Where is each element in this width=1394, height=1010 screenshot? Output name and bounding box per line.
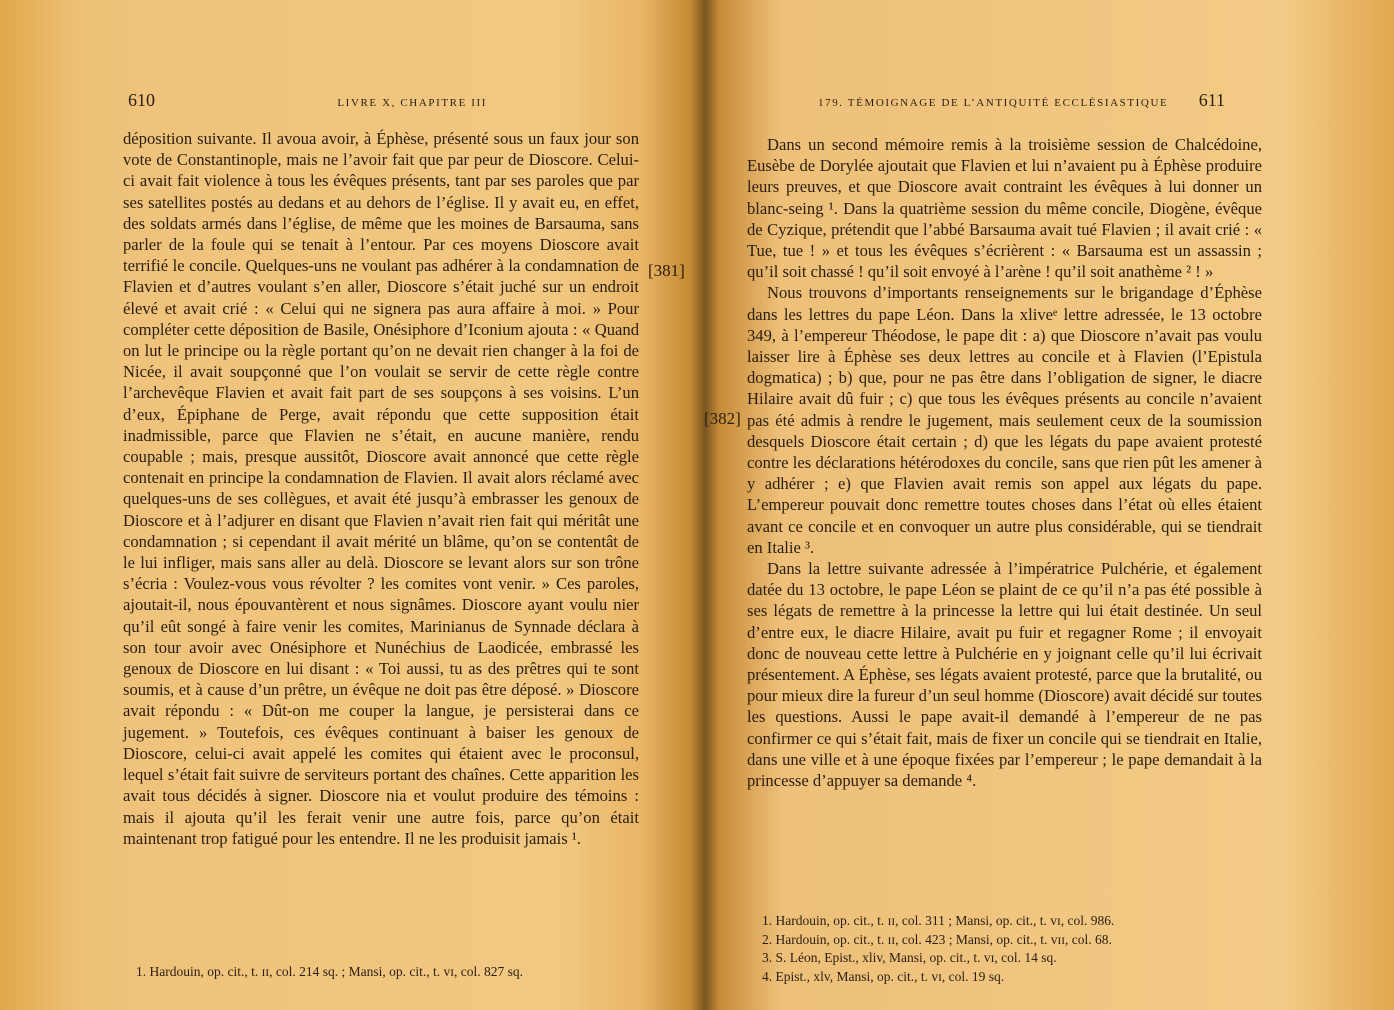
footnote: 3. S. Léon, Epist., xliv, Mansi, op. cit., t. ᴠɪ, col. 14 sq. [762,950,1057,965]
margin-reference: [381] [648,261,685,280]
paragraph: Dans la lettre suivante adressée à l’impératrice Pulchérie, et également datée du 13 octobre, le pape Léon se plaint de ce qu’il n’a pas été possible à ses légats de remettre à la princesse la lettre qui lui était destinée. Un seul d’entre eux, le diacre Hilaire, avait pu fuir et regagner Rome ; il envoyait donc de nouveau cette lettre à Pulchérie en y joignant celle qu’il lui écrivait présentement. A Éphèse, ses légats avaient protesté, parce que la brutalité, ou pour mieux dire la fureur d’un seul homme (Dioscore) avait décidé sur toutes les questions. Aussi le pape avait-il demandé à l’empereur de ne pas confirmer ce qui s’était fait, mais de fixer un concile qui se tiendrait en Italie, dans une ville et à une époque fixées par l’empereur ; le pape demandait à la princesse d’appuyer sa demande ⁴. [747,559,1262,791]
footnote: 1. Hardouin, op. cit., t. ɪɪ, col. 311 ; Mansi, op. cit., t. ᴠɪ, col. 986. [762,913,1115,928]
footnote: 2. Hardouin, op. cit., t. ɪɪ, col. 423 ; Mansi, op. cit., t. ᴠɪɪ, col. 68. [762,931,1112,947]
footnote: 4. Epist., xlv, Mansi, op. cit., t. ᴠɪ, col. 19 sq. [762,968,1005,984]
right-footnotes [762,912,1262,986]
page-number: 610 [128,90,155,110]
running-head: LIVRE X, CHAPITRE III [337,97,488,109]
paragraph: Dans un second mémoire remis à la troisième session de Chalcédoine, Eusèbe de Dorylée ajoutait que Flavien et lui n’avaient pu à Éphèse produire leurs preuves, et que Dioscore avait contraint les évêques à lui donner un blanc-seing ¹. Dans la quatrième session du même concile, Diogène, évêque de Cyzique, prétendit que l’abbé Barsauma avait tué Flavien ; il avait crié : « Tue, tue ! » et tous les évêques s’écrièrent : « Barsauma est un assassin ; qu’il soit chassé ! qu’il soit envoyé à l’arène ! qu’il soit anathème ² ! » [747,135,1262,282]
left-header [128,90,487,111]
left-footnotes [136,963,636,982]
right-body-text [747,134,1262,791]
paragraph: Nous trouvons d’importants renseignements sur le brigandage d’Éphèse dans les lettres du pape Léon. Dans la xliveᵉ lettre adressée, le 13 octobre 349, à l’empereur Théodose, le pape dit : a) que Dioscore n’avait pas voulu laisser lire à Éphèse ses deux lettres au concile et à Flavien (l’Epistula dogmatica) ; b) que, pour ne pas être dans l’obligation de signer, le diacre Hilaire avait dû fuir ; c) que tous les évêques présents au concile n’avaient pas été admis à rendre le jugement, mais seulement ceux de la soumission desquels Dioscore était certain ; d) que les légats du pape avaient protesté contre les déclarations hétérodoxes du concile, sans que rien pût les amener à y adhérer ; e) que Flavien avait remis son appel aux légats du pape. L’empereur pouvait donc remettre toutes choses dans l’état où elles étaient avant ce concile et en convoquer un autre plus considérable, qui se tiendrait en Italie ³. [747,283,1262,557]
paragraph: déposition suivante. Il avoua avoir, à Éphèse, présenté sous un faux jour son vote de Constantinople, mais ne l’avoir fait que par peur de Dioscore. Celui-ci avait fait violence à tous les évêques présents, tant par ses paroles que par ses satellites postés au dedans et au dehors de l’église. Il y avait eu, en effet, des soldats armés dans l’église, de même que les moines de Barsauma, sans parler de la foule qui se tenait à l’entour. Par ces moyens Dioscore avait terrifié le concile. Quelques-uns ne voulant pas adhérer à la condamnation de Flavien et d’autres voulant s’en aller, Dioscore s’était juché sur un endroit élevé et avait crié : « Celui qui ne signera pas aura affaire à moi. » Pour compléter cette déposition de Basile, Onésiphore d’Iconium ajouta : « Quand on lut le principe ou la règle portant qu’on ne devait rien changer à la foi de Nicée, il avait soupçonné que l’on voulait se servir de cette règle contre l’archevêque Flavien et avait fait part de ses soupçons à ses voisins. L’un d’eux, Épiphane de Perge, avait répondu que cette supposition était inadmissible, parce que Flavien ne s’était, en aucune manière, rendu coupable ; mais, presque aussitôt, Dioscore avait annoncé que cette règle contenait en principe la condamnation de Flavien. Il avait alors réclamé avec quelques-uns de ses collègues, et avait été jusqu’à embrasser les genoux de Dioscore et à l’adjurer en disant que Flavien n’avait rien fait qui méritât une condamnation ; si cependant il avait mérité un blâme, qu’on se contentât de le lui infliger, mais sans aller au delà. Dioscore se levant alors sur son trône s’écria : Voulez-vous vous révolter ? les comites vont venir. » Ces paroles, ajoutait-il, nous épouvantèrent et nous signâmes. Dioscore ayant voulu nier qu’il eût songé à faire venir les comites, Marinianus de Synnade déclara à son tour avoir avec Onésiphore et Nunéchius de Laodicée, embrassé les genoux de Dioscore en lui disant : « Toi aussi, tu as des prêtres qui te sont soumis, et à cause d’un prêtre, un évêque ne doit pas être déposé. » Dioscore avait répondu : « Dût-on me couper la langue, je persisterai dans ce jugement. » Toutefois, ces évêques continuant à baiser les genoux de Dioscore, celui-ci avait appelé les comites qui étaient avec le proconsul, lequel s’était fait suivre de serviteurs portant des chaînes. Cette apparition les avait tous décidés à signer. Dioscore nia et voulut produire des témoins : mais il ajouta qu’il les ferait venir une autre fois, parce qu’on était maintenant trop fatigué pour les entendre. Il ne les produisit jamais ¹. [123,129,639,848]
right-header [818,90,1225,111]
right-page [700,0,1394,1010]
page-number: 611 [1198,90,1226,110]
footnote: 1. Hardouin, op. cit., t. ɪɪ, col. 214 sq. ; Mansi, op. cit., t. ᴠɪ, col. 827 sq. [136,964,523,979]
left-body-text [123,128,639,849]
margin-reference: [382] [704,409,741,428]
running-head: 179. TÉMOIGNAGE DE L’ANTIQUITÉ ECCLÉSIASTIQUE [818,97,1169,109]
